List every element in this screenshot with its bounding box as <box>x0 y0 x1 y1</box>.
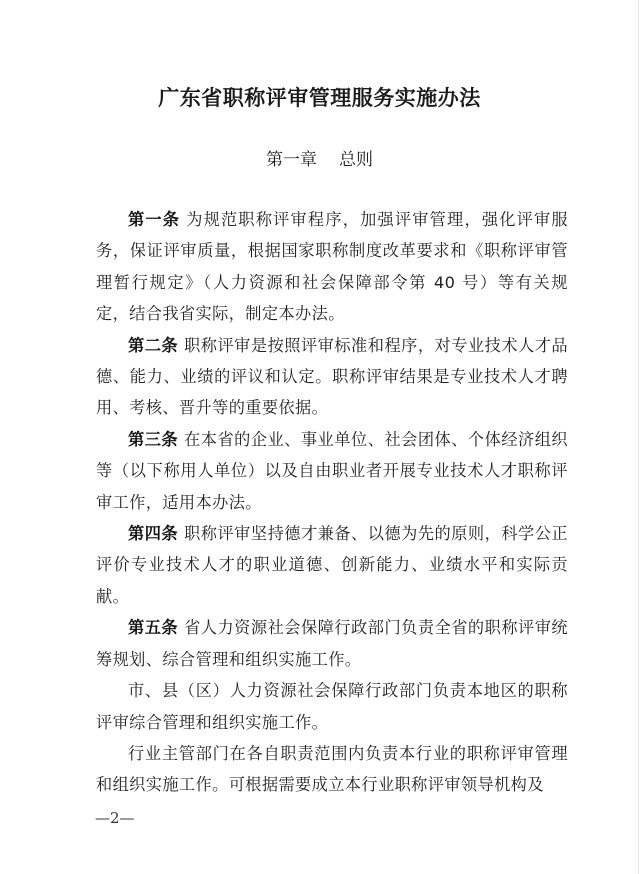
document-title: 广东省职称评审管理服务实施办法 <box>158 85 481 110</box>
body-paragraph <box>96 675 568 738</box>
article-paragraph <box>96 330 568 424</box>
article-paragraph <box>96 204 568 330</box>
document-body <box>96 204 568 801</box>
article-paragraph <box>96 424 568 518</box>
chapter-name: 总则 <box>339 150 373 170</box>
article-text: 在本省的企业、事业单位、社会团体、个体经济组织等（以下称用人单位）以及自由职业者开展专业技术人才职称评审工作，适用本办法。 <box>96 429 568 512</box>
article-label: 第三条 <box>128 429 179 449</box>
paragraph-text: 市、县（区）人力资源社会保障行政部门负责本地区的职称评审综合管理和组织实施工作。 <box>96 681 568 732</box>
chapter-number: 第一章 <box>266 150 317 170</box>
article-label: 第一条 <box>128 210 181 229</box>
article-text: 职称评审是按照评审标准和程序，对专业技术人才品德、能力、业绩的评议和认定。职称评审结果是专业技术人才聘用、考核、晋升等的重要依据。 <box>96 335 568 418</box>
article-text: 省人力资源社会保障行政部门负责全省的职称评审统筹规划、综合管理和组织实施工作。 <box>96 618 568 669</box>
article-label: 第四条 <box>128 524 179 544</box>
body-paragraph <box>96 738 568 801</box>
article-paragraph <box>96 518 568 612</box>
article-paragraph <box>96 612 568 675</box>
article-text: 职称评审坚持德才兼备、以德为先的原则，科学公正评价专业技术人才的职业道德、创新能力、业绩水平和实际贡献。 <box>96 524 568 606</box>
article-text: 为规范职称评审程序，加强评审管理，强化评审服务，保证评审质量，根据国家职称制度改革要求和《职称评审管理暂行规定》（人力资源和社会保障部令第 40 号）等有关规定，结合我省实际，制定本办法。 <box>96 210 568 324</box>
article-label: 第二条 <box>128 335 179 355</box>
article-label: 第五条 <box>128 618 179 638</box>
paragraph-text: 行业主管部门在各自职责范围内负责本行业的职称评审管理和组织实施工作。可根据需要成立本行业职称评审领导机构及 <box>96 743 568 795</box>
chapter-heading <box>0 148 639 172</box>
page-number: —2— <box>95 809 135 827</box>
